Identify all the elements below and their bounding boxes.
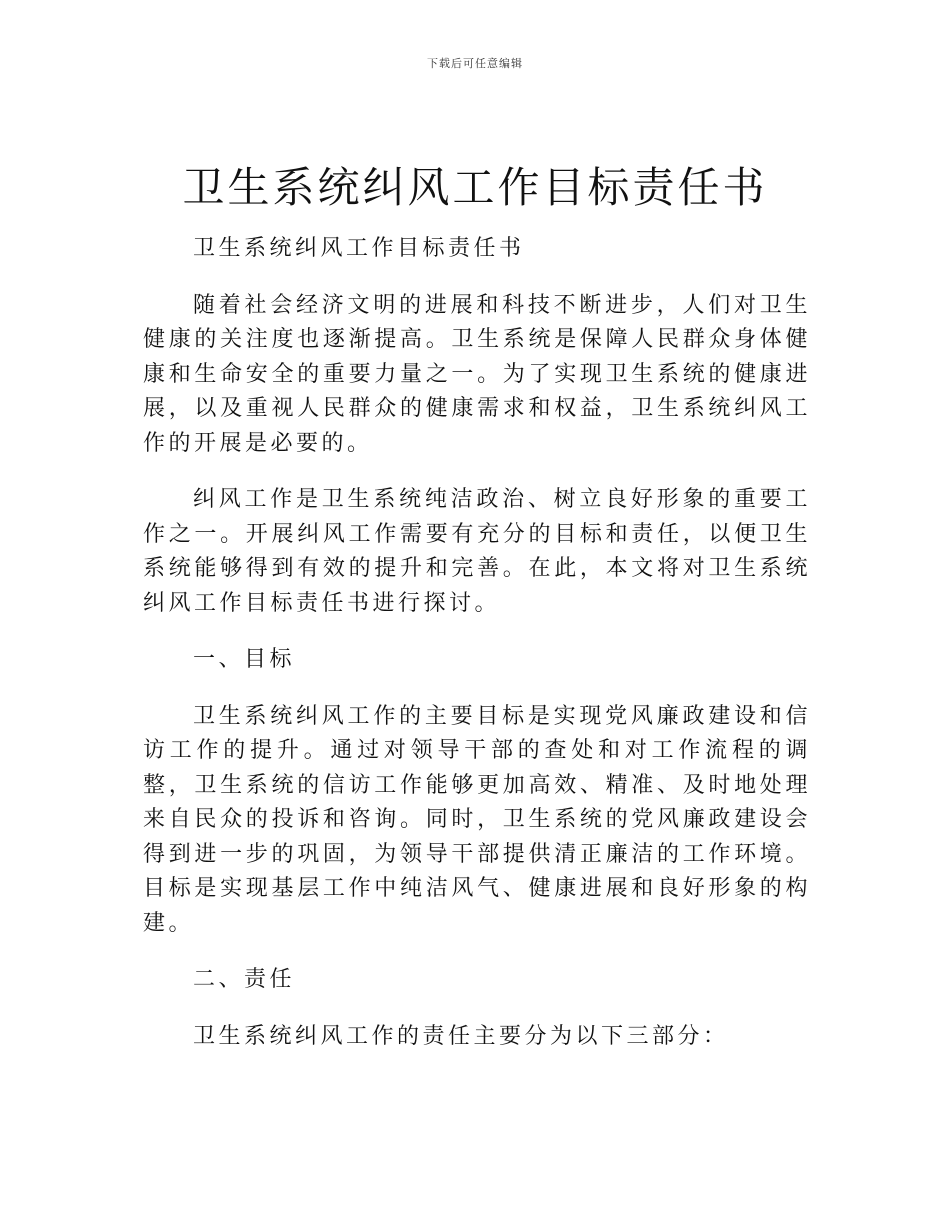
page-header-note: 下载后可任意编辑: [427, 57, 523, 70]
section-paragraph-responsibility: 卫生系统纠风工作的责任主要分为以下三部分：: [193, 1023, 729, 1049]
intro-paragraph-1: 随着社会经济文明的进展和科技不断进步，人们对卫生健康的关注度也逐渐提高。卫生系统是保障人民群众身体健康和生命安全的重要力量之一。为了实现卫生系统的健康进展，以及重视人民群众的健康需求和权益，卫生系统纠风工作的开展是必要的。: [143, 292, 811, 456]
intro-paragraph-2: 纠风工作是卫生系统纯洁政治、树立良好形象的重要工作之一。开展纠风工作需要有充分的目标和责任，以便卫生系统能够得到有效的提升和完善。在此，本文将对卫生系统纠风工作目标责任书进行探讨。: [143, 487, 811, 616]
document-subtitle: 卫生系统纠风工作目标责任书: [193, 236, 525, 261]
document-title: 卫生系统纠风工作目标责任书: [182, 163, 768, 212]
section-paragraph-goals: 卫生系统纠风工作的主要目标是实现党风廉政建设和信访工作的提升。通过对领导干部的查处和对工作流程的调整，卫生系统的信访工作能够更加高效、精准、及时地处理来自民众的投诉和咨询。同时，卫生系统的党风廉政建设会得到进一步的巩固，为领导干部提供清正廉洁的工作环境。目标是实现基层工作中纯洁风气、健康进展和良好形象的构建。: [143, 703, 811, 936]
section-heading-goals: 一、目标: [193, 647, 296, 672]
document-body: [143, 232, 811, 1076]
section-heading-responsibility: 二、责任: [193, 967, 296, 992]
